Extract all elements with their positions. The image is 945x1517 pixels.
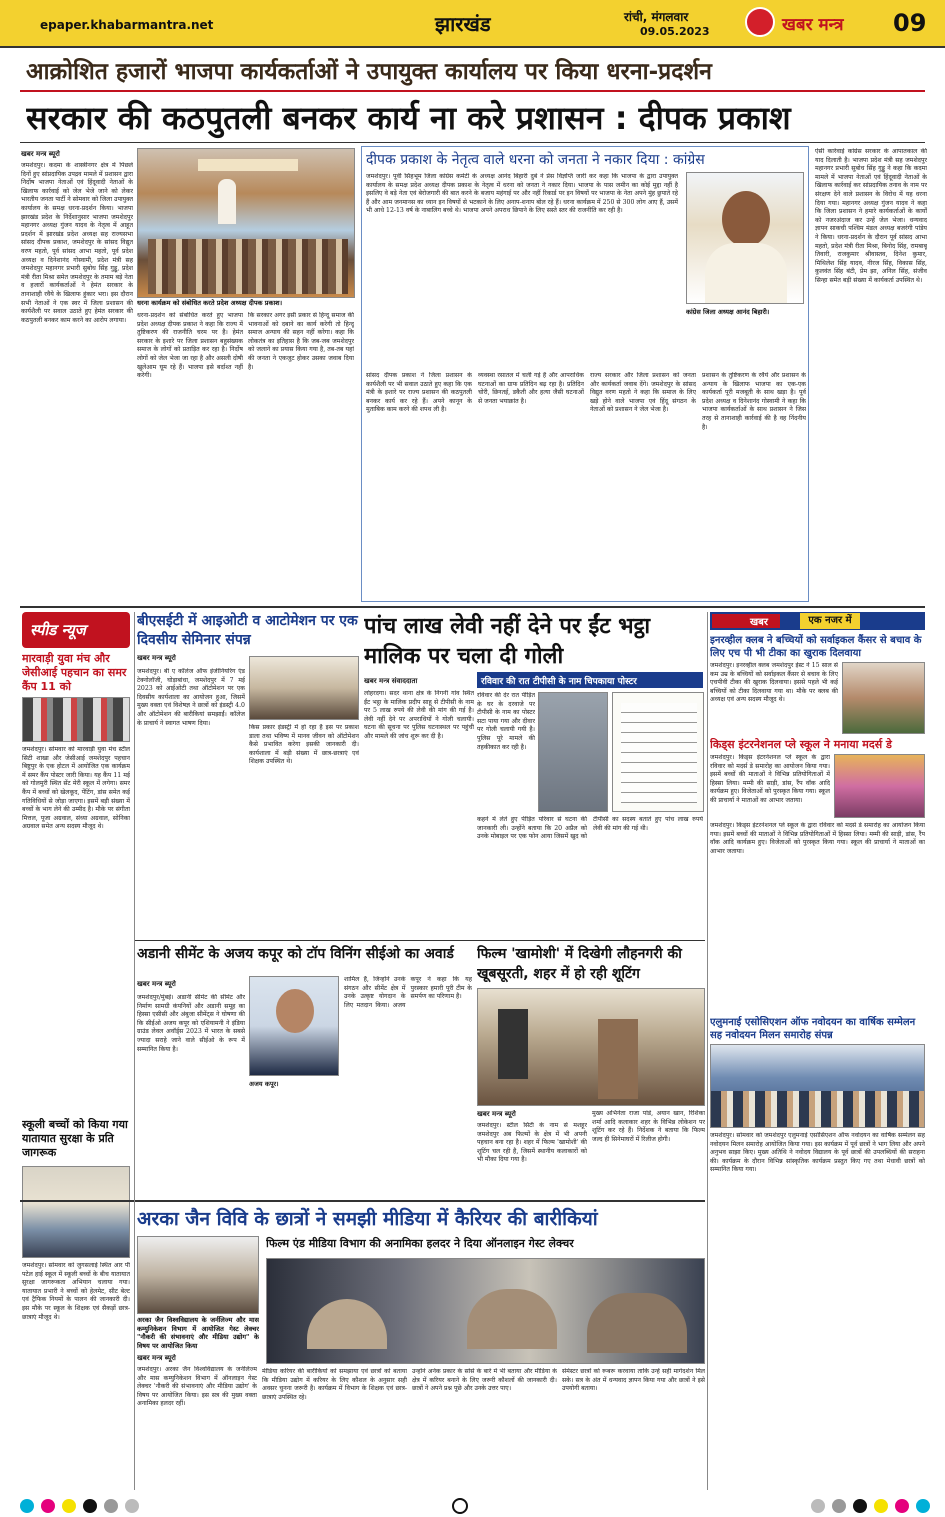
bit-body-2: किस प्रकार इंडस्ट्री में हो रहा है इस पर प्रकाश डाला तथा भविष्य में मानव जीवन को ऑटोमेशन कैसे प्रभावित करेगा इसकी जानकारी दी। कार्यशाला में बड़ी संख्या में छात्र-छात्राएं एवं शिक्षक उपस्थित थे।: [249, 724, 359, 766]
brief-badge: [712, 614, 780, 628]
masthead: [0, 0, 945, 46]
film-body-2: मुख्य अभिनेता राजा पांडे, अयान खान, रिशिका शर्मा आदि कलाकार शहर के विभिन्न लोकेशन पर शूटिंग कर रहे हैं। निर्देशक ने बताया कि फिल्म जल्द ही सिनेमाघरों में रिलीज होगी।: [592, 1110, 705, 1143]
speed-news-badge-label: स्पीड न्यूज: [30, 621, 86, 639]
col-rule-2: [707, 612, 708, 1490]
brief-photo-2: [834, 754, 925, 818]
adani-byline: खबर मन्त्र ब्यूरो: [137, 980, 176, 988]
congress-col-c: राज्य सरकार और जिला प्रशासन को जनता और कार्यकर्ता जवाब देंगे। जमशेदपुर के सांसद विद्युत वरण महतो ने कहा कि समाज के लिए खड़े होने वाले भाजपा एवं हिंदू संगठन के नेताओं को प्रशासन ने जेल भेजा है।: [590, 372, 696, 414]
congress-photo: [686, 172, 804, 304]
brick-photo-2: [612, 692, 704, 812]
masthead-page-no: 09: [893, 9, 927, 37]
brief-badge-label: खबर: [750, 617, 768, 628]
brief-body-2b: जमशेदपुर। किड्स इंटरनेशनल प्ले स्कूल के द्वारा रविवार को मदर्स डे समारोह का आयोजन किया गया। इसमें बच्चों की माताओं ने विभिन्न प्रतियोगिताओं में हिस्सा लिया। मम्मी की साड़ी, डांस, रैंप वॉक आदि कार्यक्रम हुए। विजेताओं को पुरस्कृत किया गया। स्कूल की प्राचार्या ने माताओं का आभार जताया।: [710, 822, 925, 855]
film-byline: खबर मन्त्र ब्यूरो: [477, 1110, 516, 1118]
brick-headline: पांच लाख लेवी नहीं देने पर ईंट भट्ठा मालिक पर चला दी गोली: [364, 614, 651, 669]
lead-col1: जमशेदपुर। कदमा के शास्त्रीनगर क्षेत्र में पिछले दिनों हुए सांप्रदायिक उपद्रव मामले में प्रशासन द्वारा निर्दोष भाजपा नेताओं एवं हिंदूवादी नेताओं के खिलाफ कार्रवाई को जेल भेजे जाने को लेकर भारतीय जनता पार्टी ने सोमवार को जिला उपायुक्त कार्यालय के समक्ष धरना-प्रदर्शन किया। भाजपा झारखंड प्रदेश के निर्देशानुसार भाजपा जमशेदपुर महानगर अध्यक्ष गुंजन यादव के नेतृत्व में आहूत प्रदर्शन में झारखंड प्रदेश अध्यक्ष सह राज्यसभा सांसद दीपक प्रकाश, जमशेदपुर के सांसद विद्युत वरण महतो, पूर्व सांसद आभा महतो, पूर्व प्रदेश अध्यक्ष व दिनेशानंद गोस्वामी, प्रदेश मंत्री सह जमशेदपुर महानगर प्रभारी सुबोध सिंह गुड्डू, प्रदेश मंत्री रीता मिश्रा समेत जमशेदपुर के तमाम बड़े नेता व हजारों कार्यकर्ताओं ने हेमंत सरकार के तानाशाही रवैये के खिलाफ हुंकार भरा। इस दौरान सभी नेताओं ने एक स्वर में जिला प्रशासन की कार्यशैली पर सवाल उठाते हुए हेमंत सरकार की कठपुतली बनकर काम करने का आरोप लगाया।: [21, 162, 133, 324]
section-rule-1: [20, 606, 925, 608]
arka-headline: अरका जैन विवि के छात्रों ने समझी मीडिया में कैरियर की बारीकियां: [137, 1208, 598, 1230]
arka-sub: [266, 1236, 705, 1254]
arka-body-2: मीडिया करियर की बारीकियों को समझाया एवं छात्रों को बताया कि मीडिया उद्योग में करियर के लिए कौशल के अनुसार सही अवसर चुनना जरूरी है। कार्यक्रम में विभाग के शिक्षक एवं छात्र-छात्राएं उपस्थित रहे।: [262, 1368, 407, 1401]
brief-header: [710, 612, 925, 630]
arka-body-4: सेमेस्टर छात्रों को रूबरू करवाया ताकि उन्हें सही मार्गदर्शन मिल सके। सत्र के अंत में धन्यवाद ज्ञापन किया गया और छात्रों ने इसे उपयोगी बताया।: [562, 1368, 705, 1393]
speed-news-badge: [22, 612, 130, 648]
masthead-section: झारखंड: [435, 12, 491, 36]
speed-photo-2: [22, 1166, 130, 1258]
section-rule-2: [135, 940, 705, 941]
congress-col-b: व्यवस्था रसातल में चली गई है और आपराधिक घटनाओं का ग्राफ प्रतिदिन बढ़ रहा है। प्रतिदिन चोरी, छिनतई, डकैती और हत्या जैसी घटनाओं से जनता भयाक्रांत है।: [478, 372, 584, 405]
masthead-rule: [0, 46, 945, 48]
bit-headline: बीएसईटी में आइओटी व आटोमेशन पर एक दिवसीय सेमिनार संपन्न: [137, 613, 358, 648]
congress-col-a: सांसद दीपक प्रकाश ने जिला प्रशासन के कार्यशैली पर भी सवाल उठाते हुए कहा कि एक मंत्री के इशारे पर राज्य प्रशासन की कठपुतली बनकर कार्य कर रहे हैं। अपने कानून के मुताबिक काम करने की शपथ ली है।: [366, 372, 472, 414]
arka-body: जमशेदपुर। अरका जैन विश्वविद्यालय के जर्नलिज्म और मास कम्युनिकेशन विभाग में ऑनलाइन गेस्ट लेक्चर 'नौकरी की संभावनाएं और मीडिया उद्योग' के विषय पर आयोजित किया। इस सत्र की मुख्य वक्ता अनामिका हलदर रहीं।: [137, 1366, 257, 1408]
lead-col2: धरना-प्रदर्शन को संबोधित करते हुए भाजपा प्रदेश अध्यक्ष दीपक प्रकाश ने कहा कि राज्य में तुष्टिकरण की राजनीति चरम पर है। हेमंत सरकार के इशारे पर जिला प्रशासन बहुसंख्यक समाज के लोगों को प्रताड़ित कर रहा है। निर्दोष लोगों को जेल भेजा जा रहा है और असली दोषी खुलेआम घूम रहे हैं। भाजपा इसे बर्दाश्त नहीं करेगी।: [137, 312, 243, 380]
adani-headline: अडानी सीमेंट के अजय कपूर को टॉप विनिंग सीईओ का अवार्ड: [137, 946, 454, 962]
speed-body-2: जमशेदपुर। सोमवार को जुगसलाई स्थित आर पी पटेल हाई स्कूल में स्कूली बच्चों के बीच यातायात सुरक्षा जागरूकता अभियान चलाया गया। यातायात प्रभारी ने बच्चों को हेलमेट, सीट बेल्ट एवं ट्रैफिक नियमों के पालन की जानकारी दी। इस मौके पर स्कूल के शिक्षक एवं सैकड़ों छात्र-छात्राएं मौजूद थे।: [22, 1262, 130, 1321]
brief-body-3: जमशेदपुर। सोमवार को जमशेदपुर एलुमनाई एसोसिएशन ऑफ नवोदयन का वार्षिक सम्मेलन सह नवोदयन मिलन समारोह आयोजित किया गया। इस कार्यक्रम में पूर्व छात्रों ने भाग लिया और अपने अनुभव साझा किए। मुख्य अतिथि ने नवोदय विद्यालय के पूर्व छात्रों की उपलब्धियों की सराहना की। कार्यक्रम के दौरान विभिन्न सांस्कृतिक कार्यक्रम प्रस्तुत किए गए तथा मेधावी छात्रों को सम्मानित किया गया।: [710, 1132, 925, 1174]
brick-body-3: कहने में लेते हुए पीड़ित परिवार से घटना की जानकारी ली। उन्होंने बताया कि 20 अप्रैल को उनके मोबाइल पर एक फोन आया जिसमें खुद को टीपीसी का सदस्य बताते हुए पांच लाख रुपये लेवी की मांग की गई थी।: [477, 816, 703, 841]
arka-caption: अरका जैन विश्वविद्यालय के जर्नलिज्म और मास कम्युनिकेशन विभाग में आयोजित गेस्ट लेक्चर "नौकरी की संभावनाएं और मीडिया उद्योग" के विषय पर आयोजित किया: [137, 1316, 259, 1350]
lead-photo: [137, 148, 355, 298]
brief-body-2: जमशेदपुर। किड्स इंटरनेशनल प्ले स्कूल के द्वारा रविवार को मदर्स डे समारोह का आयोजन किया गया। इसमें बच्चों की माताओं ने विभिन्न प्रतियोगिताओं में हिस्सा लिया। मम्मी की साड़ी, डांस, रैंप वॉक आदि कार्यक्रम हुए। विजेताओं को पुरस्कृत किया गया। स्कूल की प्राचार्या ने माताओं का आभार जताया।: [710, 754, 830, 804]
footer: [0, 1496, 945, 1517]
brick-sub: [477, 672, 703, 688]
brick-sub-label: रविवार की रात टीपीसी के नाम चिपकाया पोस्टर: [481, 677, 637, 687]
lead-kicker-rule: [20, 90, 925, 92]
lead-byline: खबर मन्त्र ब्यूरो: [21, 150, 60, 158]
adani-body-2: शामिल हैं, जिन्होंने उनके संगठन और सीमेंट क्षेत्र में उनके उत्कृष्ट योगदान के लिए मतदान किया। अजय कपूर ने कहा कि यह पुरस्कार हमारी पूरी टीम के समर्पण का परिणाम है।: [344, 976, 472, 1009]
speed-photo-1: [22, 697, 130, 742]
arka-photo-main: [266, 1258, 705, 1364]
film-headline: फिल्म 'खामोशी' में दिखेगी लौहनगरी की खूबसूरती, शहर में हो रही शूटिंग: [477, 946, 682, 982]
film-body: जमशेदपुर। स्टील सिटी के नाम से मशहूर जमशेदपुर अब फिल्मों के क्षेत्र में भी अपनी पहचान बना रहा है। शहर में फिल्म 'खामोशी' की शूटिंग चल रही है, जिसमें स्थानीय कलाकारों को भी मौका दिया गया है।: [477, 1122, 587, 1164]
lead-photo-caption: धरना कार्यक्रम को संबोधित करते प्रदेश अध्यक्ष दीपक प्रकाश।: [137, 299, 283, 307]
footer-dots-right: [690, 1498, 930, 1514]
brief-photo-1: [842, 662, 925, 734]
arka-byline: खबर मन्त्र ब्यूरो: [137, 1354, 176, 1362]
registration-mark-icon: [452, 1498, 468, 1514]
lead-kicker: आक्रोशित हजारों भाजपा कार्यकर्ताओं ने उपायुक्त कार्यालय पर किया धरना-प्रदर्शन: [26, 59, 712, 85]
brief-h1: इनरव्हील क्लब ने बच्चियों को सर्वाइकल कैंसर से बचाव के लिए एच पी भी टीका का खुराक दिलवाया: [710, 635, 922, 659]
lead-rule: [20, 142, 925, 143]
speed-body-1: जमशेदपुर। सोमवार को मारवाड़ी युवा मंच स्टील सिटी शाखा और जेसीआई जमशेदपुर पहचान बिष्टुपुर के एक होटल में आयोजित एक कार्यक्रम में समर कैंप पोस्टर जारी किया। यह कैंप 11 मई को गोलमुरी स्थित सेंट मेरी स्कूल में लगेगा। समर कैंप में बच्चों को खेलकूद, पेंटिंग, डांस समेत कई गतिविधियों से जोड़ा जाएगा। इसमें बड़ी संख्या में बच्चों के भाग लेने की उम्मीद है। मौके पर संगीता मित्तल, पूजा अग्रवाल, संध्या अग्रवाल, सोनिका अग्रवाल समेत अन्य सदस्य मौजूद थे।: [22, 746, 130, 831]
bit-body: जमशेदपुर। बी ए कॉलेज ऑफ इंजीनियरिंग एंड टेक्नोलॉजी, घोड़ाबांधा, जमशेदपुर में 7 मई 2023 को आईओटी तथा ऑटोमेशन पर एक दिवसीय कार्यशाला का आयोजन हुआ, जिसमें मुख्य वक्ता एवं विशेषज्ञ ने छात्रों को इंडस्ट्री 4.0 और ऑटोमेशन की बारीकियां समझाईं। कॉलेज के प्राचार्य ने स्वागत भाषण दिया।: [137, 668, 245, 727]
lead-headline: सरकार की कठपुतली बनकर कार्य ना करे प्रशासन : दीपक प्रकाश: [26, 99, 791, 137]
section-rule-3: [20, 1200, 705, 1202]
congress-col-d: प्रशासन के तुष्टिकरण के रवैये और प्रशासन के अन्याय के खिलाफ भाजपा का एक-एक कार्यकर्ता पूरी मजबूती के साथ खड़ा है। पूर्व प्रदेश अध्यक्ष व दिनेशानंद गोस्वामी ने कहा कि भाजपा कार्यकर्ताओं के साथ प्रशासन ने जिस तरह से तानाशाही कार्रवाई की है वह निंदनीय है।: [702, 372, 806, 431]
masthead-brand: खबर मन्त्र: [782, 15, 844, 35]
brick-byline: खबर मन्त्र संवाददाता: [364, 677, 418, 685]
brief-body-1: जमशेदपुर। इनरव्हील क्लब जमशेदपुर ईस्ट ने 15 साल से कम उम्र के बच्चियों को सर्वाइकल कैंसर से बचाव के लिए एचपीवी टीका की खुराक दिलवाया। इससे पहले भी कई बच्चियों को टीका दिलवाया गया था। मौके पर क्लब की अध्यक्ष एवं अन्य सदस्य मौजूद थे।: [710, 662, 838, 704]
adani-photo: [249, 976, 339, 1076]
adani-body: जमशेदपुर/मुंबई। अडानी सीमेंट की सीमेंट और निर्माण सामग्री कंपनियों और अडानी समूह का हिस्सा एसीसी और अंबुजा सीमेंट्स ने घोषणा की कि सीईओ अजय कपूर को एशियामनी ने इंडिया ग्राउंड लेवल अवॉर्ड्स 2023 में भारत के सबसे ज्यादा सराहे जाने वाले सीईओ के रूप में सम्मानित किया है।: [137, 994, 245, 1053]
masthead-city-day: रांची, मंगलवार: [624, 10, 689, 24]
congress-body: जमशेदपुर। पूर्वी सिंहभूम जिला कांग्रेस कमेटी के अध्यक्ष आनंद बिहारी दुबे ने प्रेस विज्ञप्ति जारी कर कहा कि भाजपा के द्वारा उपायुक्त कार्यालय के समक्ष प्रदेश अध्यक्ष दीपक प्रकाश के नेतृत्व में धरना को जनता ने नकार दिया। भाजपा के पास जमीन का कोई मुद्दा नहीं है इसलिए वे बड़े नेता एवं बेरोजगारी की बात करने के बजाय महंगाई पर और नहीं रिकार्ड पर इन विषयों पर भाजपा के नेता अपने मुंह छुपाते रहे हैं और आम जनमानस का ध्यान इन विषयों से भटकाने के लिए अनाप-शनाप बोल रहे हैं। धरना कार्यक्रम में 250 से 300 लोग आए हैं, उसमें भी आधे 12-13 वर्ष के नाबालिग बच्चे थे। भाजपा अपने अपराध छिपाने के लिए सस्ते स्तर की राजनीति कर रही है।: [366, 173, 678, 215]
brief-photo-3: [710, 1044, 925, 1128]
brief-title: एक नजर में: [800, 613, 860, 629]
bit-photo: [249, 656, 359, 720]
col-rule-1: [134, 612, 135, 1490]
brick-photo-1: [538, 692, 608, 812]
arka-body-3: उन्होंने अनेक प्रकार के सोर्स के बारे में भी बताया और मीडिया के क्षेत्र में करियर बनाने के लिए जरूरी कौशलों की जानकारी दी। छात्रों ने अपने प्रश्न पूछे और उनके उत्तर पाए।: [412, 1368, 557, 1393]
speed-h1: मारवाड़ी युवा मंच और जेसीआई पहचान का समर कैंप 11 को: [22, 652, 127, 693]
footer-dots-left: [20, 1498, 260, 1514]
bit-byline: खबर मन्त्र ब्यूरो: [137, 654, 176, 662]
congress-photo-caption: कांग्रेस जिला अध्यक्ष आनंद बिहारी।: [686, 308, 770, 316]
brief-h2: किड्स इंटरनेशनल प्ले स्कूल ने मनाया मदर्स डे: [710, 738, 892, 751]
brief-h3: एलुमनाई एसोसिएशन ऑफ नवोदयन का वार्षिक सम्मेलन सह नवोदयन मिलन समारोह संपन्न: [710, 1017, 916, 1041]
arka-sub-label: फिल्म एंड मीडिया विभाग की अनामिका हलदर ने दिया ऑनलाइन गेस्ट लेक्चर: [266, 1237, 574, 1250]
masthead-url[interactable]: epaper.khabarmantra.net: [40, 18, 214, 32]
film-photo: [477, 988, 705, 1106]
masthead-logo-icon: [745, 7, 775, 37]
adani-caption: अजय कपूर।: [249, 1080, 279, 1088]
masthead-date: 09.05.2023: [640, 25, 710, 38]
speed-h2: स्कूली बच्चों को किया गया यातायात सुरक्षा के प्रति जागरूक: [22, 1118, 128, 1159]
right-col-text: ऐसी कार्रवाई कांग्रेस सरकार के आपातकाल की याद दिलाती है। भाजपा प्रदेश मंत्री सह जमशेदपुर महानगर प्रभारी सुबोध सिंह गुड्डू ने कहा कि कदमा मामले में भाजपा नेताओं एवं हिंदूवादी नेताओं के खिलाफ कार्रवाई कर सांप्रदायिक तनाव के नाम पर संरक्षण देने वाले प्रशासन के विरोध में यह धरना दिया गया। महानगर अध्यक्ष गुंजन यादव ने कहा कि जिला प्रशासन ने हमारे कार्यकर्ताओं के कार्यों को नजरअंदाज कर उन्हें जेल भेजा। धन्यवाद ज्ञापन साकची पश्चिम मंडल अध्यक्ष बजरंगी पांडेय ने किया। धरना-प्रदर्शन के दौरान पूर्व सांसद आभा महतो, प्रदेश मंत्री रीता मिश्रा, बिनोद सिंह, रामबाबू तिवारी, राजकुमार श्रीवास्तव, दिनेश कुमार, मिथिलेश सिंह यादव, नीरज सिंह, विकास सिंह, कुलवंत सिंह बंटी, प्रेम झा, अनिल सिंह, संजीव सिन्हा समेत बड़ी संख्या में कार्यकर्ता उपस्थित थे।: [815, 148, 927, 284]
arka-photo-small: [137, 1236, 259, 1314]
congress-headline: दीपक प्रकाश के नेतृत्व वाले धरना को जनता ने नकार दिया : कांग्रेस: [366, 152, 705, 168]
brick-body-2: रविवार की देर रात पीड़ित के घर के दरवाजे पर टीपीसी के नाम का पोस्टर सटा पाया गया और दीवार पर गोली चलायी गयी है। पुलिस पूरे मामले की तहकीकात कर रही है।: [477, 692, 535, 751]
lead-col3: कि सरकार अगर इसी प्रकार से हिन्दू समाज की भावनाओं को दबाने का कार्य करेगी तो हिन्दू समाज अन्याय की सहन नहीं करेगा। कहा कि लोकतंत्र का इतिहास है कि जब-जब जमशेदपुर को जलाने का प्रयास किया गया है, तब-तब यहां की जनता ने एकजुट होकर उसका जवाब दिया है।: [248, 312, 354, 371]
brick-body: लोहरदगा। सदर थाना क्षेत्र के निगनी गांव स्थित ईंट भट्ठा के मालिक प्रदीप साहू से टीपीसी के नाम पर 5 लाख रुपये की लेवी की मांग की गई है। लेवी नहीं देने पर अपराधियों ने गोली चलायी। घटना की सूचना पर पुलिस घटनास्थल पर पहुंची और मामले की जांच शुरू कर दी है।: [364, 690, 474, 740]
